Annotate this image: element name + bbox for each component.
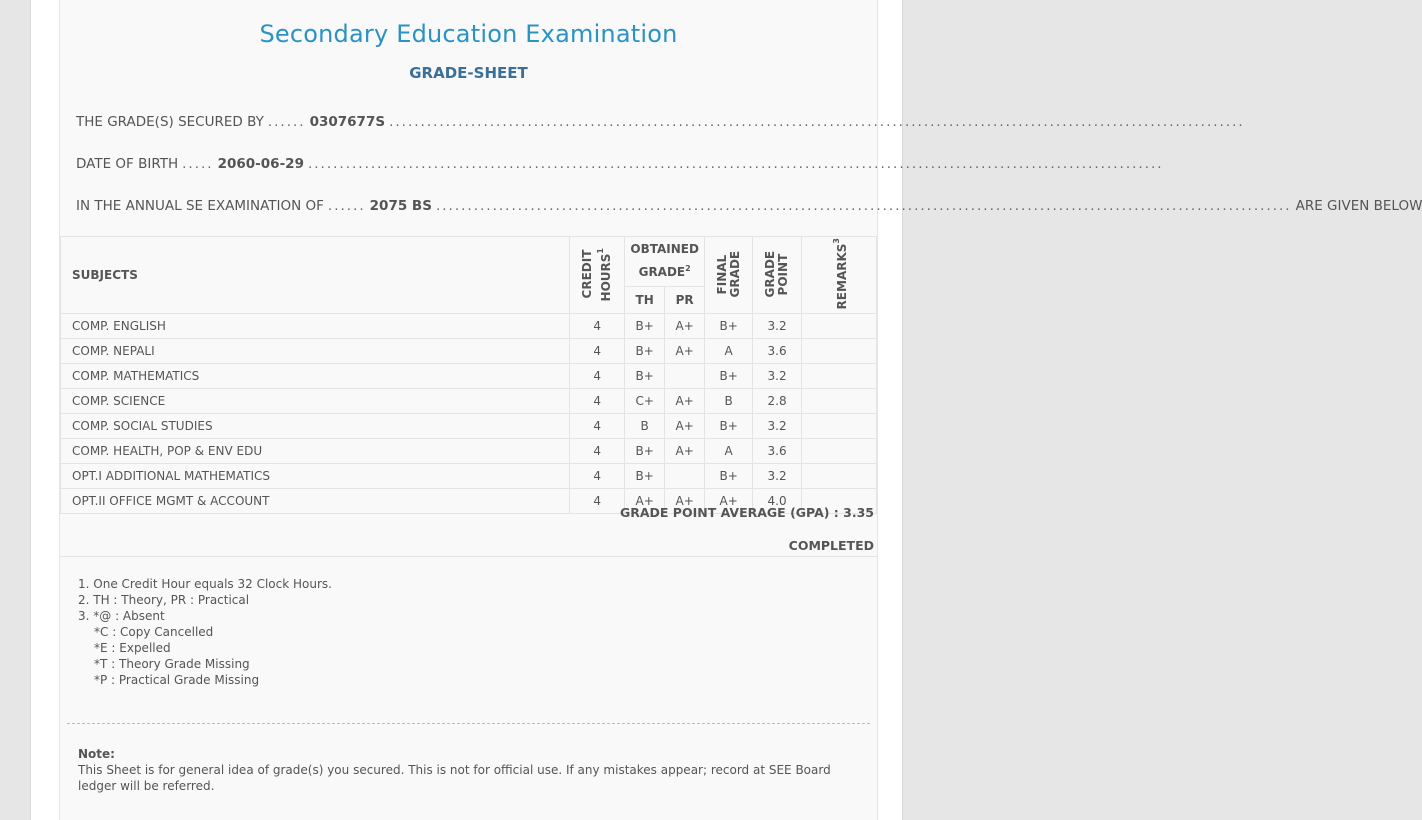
cell-grade-point: 3.6 — [753, 439, 802, 464]
header-grade-point: GRADE POINT — [753, 237, 802, 314]
grades-table — [60, 236, 877, 514]
legend-item: 1. One Credit Hour equals 32 Clock Hours. — [78, 577, 332, 591]
header-pr: PR — [665, 286, 705, 314]
table-row — [61, 364, 877, 389]
cell-credit-hours: 4 — [570, 414, 625, 439]
cell-th-grade: B+ — [625, 364, 665, 389]
cell-subject: OPT.I ADDITIONAL MATHEMATICS — [61, 464, 570, 489]
cell-subject: COMP. ENGLISH — [61, 314, 570, 339]
symbol-number: 0307677S — [309, 114, 386, 130]
cell-credit-hours: 4 — [570, 364, 625, 389]
legend-sub-item: *C : Copy Cancelled — [94, 625, 214, 639]
dashed-divider — [67, 723, 870, 724]
header-remarks: REMARKS$^3$ — [802, 237, 877, 314]
cell-final-grade: B — [705, 389, 753, 414]
legend-item: 3. *@ : Absent — [78, 609, 165, 623]
table-row — [61, 414, 877, 439]
cell-pr-grade: A+ — [665, 314, 705, 339]
cell-remarks — [802, 314, 877, 339]
page-subtitle: GRADE-SHEET — [409, 64, 528, 82]
note-label: Note: — [78, 747, 115, 761]
dots-leader: ........................................................................................................................................ — [435, 198, 1292, 214]
dob-value: 2060-06-29 — [217, 156, 304, 172]
result-status: COMPLETED — [788, 538, 874, 553]
cell-pr-grade — [665, 464, 705, 489]
cell-th-grade: A+ — [625, 489, 665, 514]
page-title: Secondary Education Examination — [259, 20, 678, 48]
cell-pr-grade: A+ — [665, 489, 705, 514]
cell-th-grade: B+ — [625, 439, 665, 464]
cell-th-grade: B+ — [625, 464, 665, 489]
legend-sub-item: *E : Expelled — [94, 641, 171, 655]
dots-leader: ...... — [267, 114, 306, 130]
grade-sheet — [59, 0, 1422, 820]
gpa-summary: GRADE POINT AVERAGE (GPA) : 3.35 — [619, 505, 874, 520]
header-th: TH — [625, 286, 665, 314]
cell-final-grade: B+ — [705, 414, 753, 439]
dots-leader: ...... — [327, 198, 366, 214]
exam-year: 2075 BS — [369, 198, 432, 214]
dots-leader: ..... — [182, 156, 214, 172]
cell-grade-point: 3.2 — [753, 414, 802, 439]
divider — [60, 556, 877, 557]
info-exam — [76, 196, 1422, 216]
cell-subject: COMP. MATHEMATICS — [61, 364, 570, 389]
cell-th-grade: C+ — [625, 389, 665, 414]
legend-sub-item: *P : Practical Grade Missing — [94, 673, 260, 687]
dob-label: DATE OF BIRTH — [76, 156, 179, 172]
cell-remarks — [802, 414, 877, 439]
cell-credit-hours: 4 — [570, 314, 625, 339]
exam-label: IN THE ANNUAL SE EXAMINATION OF — [76, 198, 324, 214]
cell-th-grade: B+ — [625, 339, 665, 364]
info-secured-by — [76, 112, 1245, 132]
cell-grade-point: 4.0 — [753, 489, 802, 514]
cell-final-grade: A+ — [705, 489, 753, 514]
cell-credit-hours: 4 — [570, 439, 625, 464]
dots-leader: ........................................................................................................................................ — [307, 156, 1164, 172]
table-row — [61, 314, 877, 339]
cell-final-grade: A — [705, 339, 753, 364]
cell-remarks — [802, 439, 877, 464]
cell-subject: COMP. NEPALI — [61, 339, 570, 364]
secured-by-label: THE GRADE(S) SECURED BY — [76, 114, 264, 130]
cell-credit-hours: 4 — [570, 489, 625, 514]
cell-subject: COMP. HEALTH, POP & ENV EDU — [61, 439, 570, 464]
cell-final-grade: B+ — [705, 314, 753, 339]
cell-remarks — [802, 464, 877, 489]
cell-pr-grade — [665, 364, 705, 389]
cell-grade-point: 3.6 — [753, 339, 802, 364]
cell-th-grade: B+ — [625, 314, 665, 339]
cell-grade-point: 2.8 — [753, 389, 802, 414]
cell-grade-point: 3.2 — [753, 364, 802, 389]
header-credit-hours: CREDIT HOURS$^1$ — [570, 237, 625, 314]
cell-final-grade: B+ — [705, 464, 753, 489]
cell-credit-hours: 4 — [570, 389, 625, 414]
dots-leader: ........................................................................................................................................ — [389, 114, 1245, 130]
cell-pr-grade: A+ — [665, 414, 705, 439]
exam-suffix: ARE GIVEN BELOW — [1295, 198, 1422, 214]
cell-remarks — [802, 339, 877, 364]
cell-subject: COMP. SOCIAL STUDIES — [61, 414, 570, 439]
cell-pr-grade: A+ — [665, 389, 705, 414]
table-row — [61, 339, 877, 364]
table-row — [61, 464, 877, 489]
cell-remarks — [802, 364, 877, 389]
table-row — [61, 389, 877, 414]
legend-sub-item: *T : Theory Grade Missing — [94, 657, 250, 671]
header-obtained-grade: OBTAINED GRADE$^2$ — [625, 237, 705, 287]
note — [78, 746, 868, 794]
header-final-grade: FINAL GRADE — [705, 237, 753, 314]
note-text: This Sheet is for general idea of grade(s) you secured. This is not for official use. If any mistakes appear; record at SEE Board ledger will be referred. — [78, 763, 831, 793]
cell-pr-grade: A+ — [665, 339, 705, 364]
cell-th-grade: B — [625, 414, 665, 439]
info-dob — [76, 154, 1164, 174]
cell-subject: COMP. SCIENCE — [61, 389, 570, 414]
cell-final-grade: A — [705, 439, 753, 464]
cell-remarks — [802, 389, 877, 414]
cell-credit-hours: 4 — [570, 464, 625, 489]
legend — [78, 576, 332, 688]
cell-grade-point: 3.2 — [753, 464, 802, 489]
cell-pr-grade: A+ — [665, 439, 705, 464]
cell-subject: OPT.II OFFICE MGMT & ACCOUNT — [61, 489, 570, 514]
cell-grade-point: 3.2 — [753, 314, 802, 339]
legend-item: 2. TH : Theory, PR : Practical — [78, 593, 250, 607]
cell-credit-hours: 4 — [570, 339, 625, 364]
header-subjects: SUBJECTS — [61, 237, 570, 314]
table-row — [61, 439, 877, 464]
cell-final-grade: B+ — [705, 364, 753, 389]
